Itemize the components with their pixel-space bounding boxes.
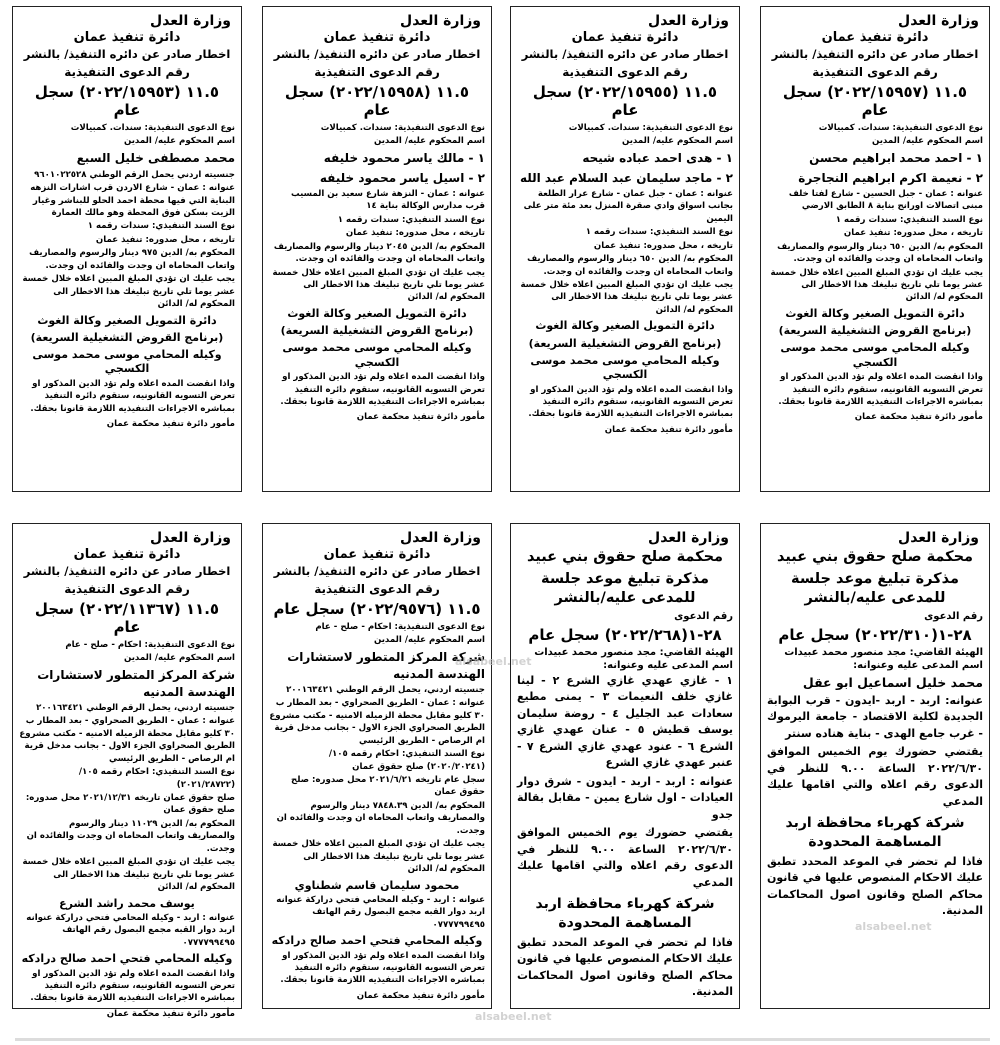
debtor-name: ١ - احمد محمد ابراهيم محسن (809, 151, 983, 166)
demand: يجب عليك ان تؤدي المبلغ المبين اعلاه خلال خمسة عشر يوما تلي تاريخ تبليغك هذا الاخطار الى المحكوم له/ الدائن (520, 279, 733, 315)
case-label: رقم الدعوى (924, 610, 983, 622)
warning: واذا انقضت المده اعلاه ولم تؤد الدين المذكور او تعرض التسويه القانونيه، ستقوم دائره التنفيذ بمباشره الاجراءات التنفيذيه اللازمة قانونا بحقك. (280, 950, 485, 986)
notice-heading: اخطار صادر عن دائره التنفيذ/ بالنشر (273, 564, 481, 578)
warning: واذا انقضت المده اعلاه ولم تؤد الدين المذكور او تعرض التسويه القانونيه، ستقوم دائره التنفيذ بمباشره الاجراءات التنفيذيه اللازمة قانونا بحقك. (280, 372, 485, 407)
case-type: نوع الدعوى التنفيذية: سندات. كمبيالات (320, 122, 485, 133)
debtor-address: عنوانه : عمان - جبل الحسين - شارع لفتا خلف مبنى اتصالات اورانج بناية ٨ الطابق الارضي (788, 188, 983, 212)
ministry-title: وزارة العدل (898, 530, 979, 546)
national-id: جنسيته اردني، يحمل الرقم الوطني ٢٠٠١٦٣٤٢١ (36, 702, 235, 713)
case-type: نوع الدعوى التنفيذية: سندات. كمبيالات (70, 122, 235, 133)
ministry-title: وزارة العدل (648, 530, 729, 546)
agent: وكيله المحامي فتحي احمد صالح درادكه (271, 934, 483, 948)
case-number: ١١.٥ (٢٠٢٢/١٥٩٥٧) سجل عام (782, 82, 968, 119)
agent: وكيله المحامي موسى محمد موسى الكسجي (282, 341, 472, 369)
notice-heading: اخطار صادر عن دائره التنفيذ/ بالنشر (521, 47, 729, 61)
amount: المحكوم به/ الدين ٧٨٤٨.٣٩ دينار والرسوم والمصاريف واتعاب المحاماه ان وجدت والفائده ان وجدت. (276, 800, 485, 836)
demand: يجب عليك ان تؤدي المبلغ المبين اعلاه خلال خمسة عشر يوما تلي تاريخ تبليغك هذا الاخطار الى المحكوم له/ الدائن (272, 267, 485, 303)
agent: وكيله المحامي موسى محمد موسى الكسجي (32, 348, 222, 376)
department: دائرة تنفيذ عمان (323, 547, 431, 562)
national-id: جنسيته اردني يحمل الرقم الوطني ٩٦٠١٠٢٢٥٢٨ (34, 169, 235, 180)
creditor: محمود سليمان قاسم شطناوي (294, 878, 460, 892)
debtor-label: اسم المحكوم عليه/ المدين (871, 135, 983, 146)
debtor-name: شركة المركز المتطور لاستشارات الهندسة المدنيه (287, 650, 485, 681)
ministry-title: وزارة العدل (150, 530, 231, 546)
document-type: نوع السند التنفيذي: سندات رقمه ١ (835, 214, 983, 225)
document-type: نوع السند التنفيذي: سندات رقمه ١ (585, 227, 733, 238)
notice-heading: اخطار صادر عن دائره التنفيذ/ بالنشر (771, 47, 979, 61)
case-label: رقم الدعوى التنفيذية (314, 64, 440, 79)
debtor-name: ٢ - اسيل ياسر محمود خليفه (319, 170, 485, 185)
demand: يجب عليك ان تؤدي المبلغ المبين اعلاه خلال خمسة عشر يوما تلي تاريخ تبليغك هذا الاخطار الى المحكوم له/ الدائن (272, 839, 485, 875)
consequence: فاذا لم تحضر في الموعد المحدد تطبق عليك الاحكام المنصوص عليها في قانون محاكم الصلح وقانون اصول المحاكمات المدنية. (517, 935, 733, 999)
notice-15957 (760, 6, 990, 492)
judge: الهيئة القاضي: مجد منصور محمد عبيدات (784, 646, 983, 658)
debtor-name: ١ - مالك ياسر محمود خليفه (323, 151, 485, 166)
watermark: alsabeel.net (855, 920, 932, 933)
case-number: ١١.٥ (٢٠٢٢/١٥٩٥٥) سجل عام (532, 82, 718, 119)
document-type: نوع السند التنفيذي: سندات رقمه ١ (87, 221, 235, 232)
program: (برنامج القروض التشغيلية السريعة) (30, 330, 224, 344)
ministry-title: وزارة العدل (400, 530, 481, 546)
watermark: alsabeel.net (455, 655, 532, 668)
agent: وكيله المحامي فتحي احمد صالح درادكه (21, 952, 233, 966)
case-type: نوع الدعوى التنفيذية: احكام - صلح - عام (65, 639, 235, 650)
agent: وكيله المحامي موسى محمد موسى الكسجي (780, 341, 970, 369)
creditor-address: عنوانه : اربد - وكيله المحامي فتحي دراركة عنوانه اربد دوار القبه مجمع البصول رقم الهاتف ٠٧٧٧٧٩٩٤٩٥ (276, 894, 485, 930)
document-date: صلح حقوق عمان تاريخه ٢٠٢١/١٢/٣١ محل صدوره: صلح حقوق عمان (25, 792, 235, 816)
debtor-name: ٢ - ماجد سليمان عبد السلام عبد الله (519, 170, 733, 185)
department: دائرة تنفيذ عمان (821, 30, 929, 45)
debtor-label: اسم المحكوم عليه/ المدين (621, 135, 733, 146)
footer: مأمور دائرة تنفيذ محكمة عمان (604, 424, 733, 435)
page-bottom-rule (15, 1038, 990, 1041)
ministry-title: وزارة العدل (648, 13, 729, 29)
debtor-label: اسم المحكوم عليه/ المدين (373, 135, 485, 146)
department: دائرة تنفيذ عمان (571, 30, 679, 45)
footer: مأمور دائرة تنفيذ محكمة عمان (106, 419, 235, 430)
defendant-label: اسم المدعى عليه وعنوانه: (603, 659, 733, 671)
case-number: ١١.٥ (٢٠٢٢/١٥٩٥٨) سجل عام (284, 82, 470, 119)
amount: المحكوم به/ الدين ١١٠٢٩ دينار والرسوم والمصاريف واتعاب المحاماه ان وجدت والفائده ان وجدت. (26, 818, 235, 854)
creditor: دائرة التمويل الصغير وكالة الغوث (535, 319, 715, 333)
footer: مأمور دائرة تنفيذ محكمة عمان (106, 1008, 235, 1019)
program: (برنامج القروض التشغيلية السريعة) (528, 336, 722, 350)
ministry-title: وزارة العدل (898, 13, 979, 29)
court-name: محكمة صلح حقوق بني عبيد (526, 549, 724, 565)
notice-11367 (12, 523, 242, 1019)
debtor-address: عنوانه : عمان - النزهة شارع سعيد بن المسيب قرب مدارس الوكالة بناية ١٤ (291, 188, 485, 212)
warning: واذا انقضت المده اعلاه ولم تؤد الدين المذكور او تعرض التسويه القانونيه، ستقوم دائره التنفيذ بمباشره الاجراءات التنفيذيه اللازمة قانونا بحقك. (30, 968, 235, 1004)
case-number: ١١.٥ (٢٠٢٢/١١٣٦٧) سجل عام (34, 599, 220, 636)
case-number: ١١.٥ (٢٠٢٢/١٥٩٥٣) سجل عام (34, 82, 220, 119)
ministry-title: وزارة العدل (150, 13, 231, 29)
footer: مأمور دائرة تنفيذ محكمة عمان (356, 412, 485, 423)
debtor-name: ٢ - نعيمة اكرم ابراهيم النجاجرة (798, 170, 983, 185)
document-date: سجل عام تاريخه ٢٠٢١/٦/٢١ محل صدوره: صلح حقوق عمان (291, 774, 485, 798)
court-name: محكمة صلح حقوق بني عبيد (776, 549, 974, 565)
notice-15953 (12, 6, 242, 492)
debtor-name: شركة المركز المتطور لاستشارات الهندسة المدنيه (37, 668, 235, 699)
document-date: تاريخه ، محل صدوره: تنفيذ عمان (843, 228, 983, 239)
document-type: نوع السند التنفيذي: احكام رقمه ١٠٥/ (٢٠٢٠/٢٠٢٤١) صلح حقوق عمان (328, 749, 485, 772)
debtor-label: اسم المحكوم عليه/ المدين (123, 135, 235, 146)
summons: يقتضي حضورك يوم الخميس الموافق ٢٠٢٢/٦/٣٠ الساعة ٩.٠٠ للنظر في الدعوى رقم اعلاه والتي اقامها عليك المدعي (517, 826, 733, 889)
debtor-name: ١ - هدى احمد عباده شيحه (582, 151, 733, 166)
notice-heading: اخطار صادر عن دائره التنفيذ/ بالنشر (23, 564, 231, 578)
defendant-address: عنوانه: اربد - اربد -ايدون - قرب البوابة الجديدة لكلية الاقتصاد - جامعة اليرموك - غرب جامع الهدى - بناية هناده سنتر (767, 693, 983, 740)
defendant-label: اسم المدعى عليه وعنوانه: (853, 659, 983, 671)
debtor-label: اسم المحكوم عليه/ المدين (123, 652, 235, 663)
warning: واذا انقضت المده اعلاه ولم تؤد الدين المذكور او تعرض التسويه القانونيه، ستقوم دائره التنفيذ بمباشره الاجراءات التنفيذيه اللازمة قانونا بحقك. (778, 372, 983, 407)
creditor: دائرة التمويل الصغير وكالة الغوث (785, 306, 965, 320)
debtor-name: محمد مصطفى خليل السبع (76, 151, 235, 166)
program: (برنامج القروض التشغيلية السريعة) (778, 324, 972, 338)
case-label: رقم الدعوى التنفيذية (562, 64, 688, 79)
case-type: نوع الدعوى التنفيذية: احكام - صلح - عام (315, 621, 485, 632)
amount: المحكوم به/ الدين ٦٥٠ دينار والرسوم والمصاريف واتعاب المحاماه ان وجدت والفائده ان وجدت. (777, 241, 983, 265)
defendant-address: عنوانه : اربد - اربد - ايدون - شرق دوار العيادات - اول شارع يمين - مقابل بقالة جدو (517, 774, 733, 821)
warning: واذا انقضت المده اعلاه ولم تؤد الدين المذكور او تعرض التسويه القانونيه، ستقوم دائره التنفيذ بمباشره الاجراءات التنفيذيه اللازمة قانونا بحقك. (528, 384, 733, 420)
debtor-address: عنوانه : عمان - الطريق الصحراوي - بعد المطار ب ٣٠ كليو مقابل محطة الزميله الامنيه - مكتب مشروع الطريق الصحراوي الجزء الاول - بجانب مدخل قرية ام الرصاص - الطريق الرئيسي (269, 698, 485, 746)
case-number: ٢٨-١(٢٠٢٢/٢٦٨) سجل عام (528, 625, 722, 644)
demand: يجب عليك ان تؤدي المبلغ المبين اعلاه خلال خمسة عشر يوما تلي تاريخ تبليغك هذا الاخطار الى المحكوم له/ الدائن (22, 857, 235, 893)
notice-15958 (262, 6, 492, 492)
amount: المحكوم به/ الدين ٩٧٥ دينار والرسوم والمصاريف واتعاب المحاماه ان وجدت والفائده ان وجدت. (29, 248, 235, 271)
case-number: ١١.٥ (٢٠٢٢/٩٥٧٦) سجل عام (273, 599, 481, 618)
document-type: نوع السند التنفيذي: احكام رقمه ١٠٥/ (٢٠٢١/٢٨٧٢٢) (78, 767, 235, 790)
document-date: تاريخه ، محل صدوره: تنفيذ عمان (95, 234, 235, 245)
demand: يجب عليك ان تؤدي المبلغ المبين اعلاه خلال خمسة عشر يوما تلي تاريخ تبليغك هذا الاخطار الى المحكوم له/ الدائن (770, 267, 983, 303)
demand: يجب عليك ان تؤدي المبلغ المبين اعلاه خلال خمسة عشر يوما تلي تاريخ تبليغك هذا الاخطار الى المحكوم له/ الدائن (22, 274, 235, 310)
case-label: رقم الدعوى التنفيذية (64, 64, 190, 79)
defendants-list: ١ - غازي عهدي غازي الشرع ٢ - لينا غازي خلف النعيمات ٣ - يمنى مطيع سعادات عبد الجليل ٤ - روضة سليمان يوسف قطيش ٥ - عنان عهدي غازي الشرع ٦ - عنود عهدي غازي الشرع ٧ - عنبر عهدي غازي الشرع (517, 673, 734, 770)
watermark: alsabeel.net (475, 1010, 552, 1023)
debtor-address: عنوانه : عمان - الطريق الصحراوي - بعد المطار ب ٣٠ كليو مقابل محطة الزميله الامنيه - مكتب مشروع الطريق الصحراوي الجزء الاول - بجانب مدخل قرية ام الرصاص - الطريق الرئيسي (19, 716, 235, 764)
case-number: ٢٨-١(٢٠٢٢/٣١٠) سجل عام (778, 625, 972, 644)
notice-heading: اخطار صادر عن دائره التنفيذ/ بالنشر (23, 47, 231, 61)
court-notice-310 (760, 523, 990, 1009)
ministry-title: وزارة العدل (400, 13, 481, 29)
footer: مأمور دائرة تنفيذ محكمة عمان (854, 412, 983, 423)
national-id: جنسيته اردني، يحمل الرقم الوطني ٢٠٠١٦٣٤٢١ (286, 684, 485, 695)
footer: مأمور دائرة تنفيذ محكمة عمان (356, 990, 485, 1001)
memo-title: مذكرة تبليغ موعد جلسة للمدعى عليه/بالنشر (791, 570, 959, 607)
debtor-address: عنوانه : عمان - جبل عمان - شارع عرار الطلعة بجانب اسواق وادي صقرة المنزل بعد مئة متر على اليمين (523, 188, 733, 224)
agent: وكيله المحامي موسى محمد موسى الكسجي (530, 353, 720, 382)
creditor: دائرة التمويل الصغير وكالة الغوث (37, 313, 217, 327)
judge: الهيئة القاضي: مجد منصور محمد عبيدات (534, 646, 733, 658)
summons: يقتضي حضورك يوم الخميس الموافق ٢٠٢٢/٦/٣٠ الساعة ٩.٠٠ للنظر في الدعوى رقم اعلاه والتي اقامها عليك المدعي (767, 745, 983, 808)
case-label: رقم الدعوى التنفيذية (64, 581, 190, 596)
memo-title: مذكرة تبليغ موعد جلسة للمدعى عليه/بالنشر (541, 570, 709, 607)
notice-15955 (510, 6, 740, 492)
program: (برنامج القروض التشغيلية السريعة) (280, 324, 474, 338)
defendant-name: محمد خليل اسماعيل ابو عقل (802, 674, 983, 690)
case-label: رقم الدعوى التنفيذية (314, 581, 440, 596)
document-type: نوع السند التنفيذي: سندات رقمه ١ (337, 214, 485, 225)
case-type: نوع الدعوى التنفيذية: سندات. كمبيالات (818, 122, 983, 133)
department: دائرة تنفيذ عمان (73, 547, 181, 562)
court-notice-268 (510, 523, 740, 1009)
creditor-address: عنوانه : اربد - وكيله المحامي فتحي دراركة عنوانه اربد دوار القبه مجمع البصول رقم الهاتف ٠٧٧٧٧٩٩٤٩٥ (26, 912, 235, 948)
amount: المحكوم به/ الدين ٢٠٤٥ دينار والرسوم والمصاريف واتعاب المحاماه ان وجدت والفائده ان وجدت. (273, 241, 485, 265)
creditor: يوسف محمد راشد الشرع (59, 896, 195, 910)
plaintiff-company: شركة كهرباء محافظة اربد المساهمة المحدودة (535, 896, 715, 932)
document-date: تاريخه ، محل صدوره: تنفيذ عمان (345, 228, 485, 239)
creditor: دائرة التمويل الصغير وكالة الغوث (287, 306, 467, 320)
case-type: نوع الدعوى التنفيذية: سندات. كمبيالات (568, 122, 733, 133)
notice-heading: اخطار صادر عن دائره التنفيذ/ بالنشر (273, 47, 481, 61)
department: دائرة تنفيذ عمان (73, 30, 181, 45)
notice-9576 (262, 523, 492, 1009)
case-label: رقم الدعوى التنفيذية (812, 64, 938, 79)
debtor-label: اسم المحكوم عليه/ المدين (373, 634, 485, 645)
consequence: فاذا لم تحضر في الموعد المحدد تطبق عليك الاحكام المنصوص عليها في قانون محاكم الصلح وقانون اصول المحاكمات المدنية. (767, 854, 983, 918)
debtor-address: عنوانه : عمان - شارع الاردن قرب اشارات النزهه البناية التي فيها محطة احمد الحلو للبناشر وغيار الزيت بسكن فوق المحطة وهو مالك العمارة (30, 183, 235, 218)
case-label: رقم الدعوى (674, 610, 733, 622)
document-date: تاريخه ، محل صدوره: تنفيذ عمان (593, 240, 733, 251)
amount: المحكوم به/ الدين ٦٥٠ دينار والرسوم والمصاريف واتعاب المحاماه ان وجدت والفائده ان وجدت. (527, 254, 733, 277)
warning: واذا انقضت المده اعلاه ولم تؤد الدين المذكور او تعرض التسويه القانونيه، ستقوم دائره التنفيذ بمباشره الاجراءات التنفيذيه اللازمة قانونا بحقك. (30, 378, 235, 414)
department: دائرة تنفيذ عمان (323, 30, 431, 45)
plaintiff-company: شركة كهرباء محافظة اربد المساهمة المحدودة (785, 815, 965, 851)
